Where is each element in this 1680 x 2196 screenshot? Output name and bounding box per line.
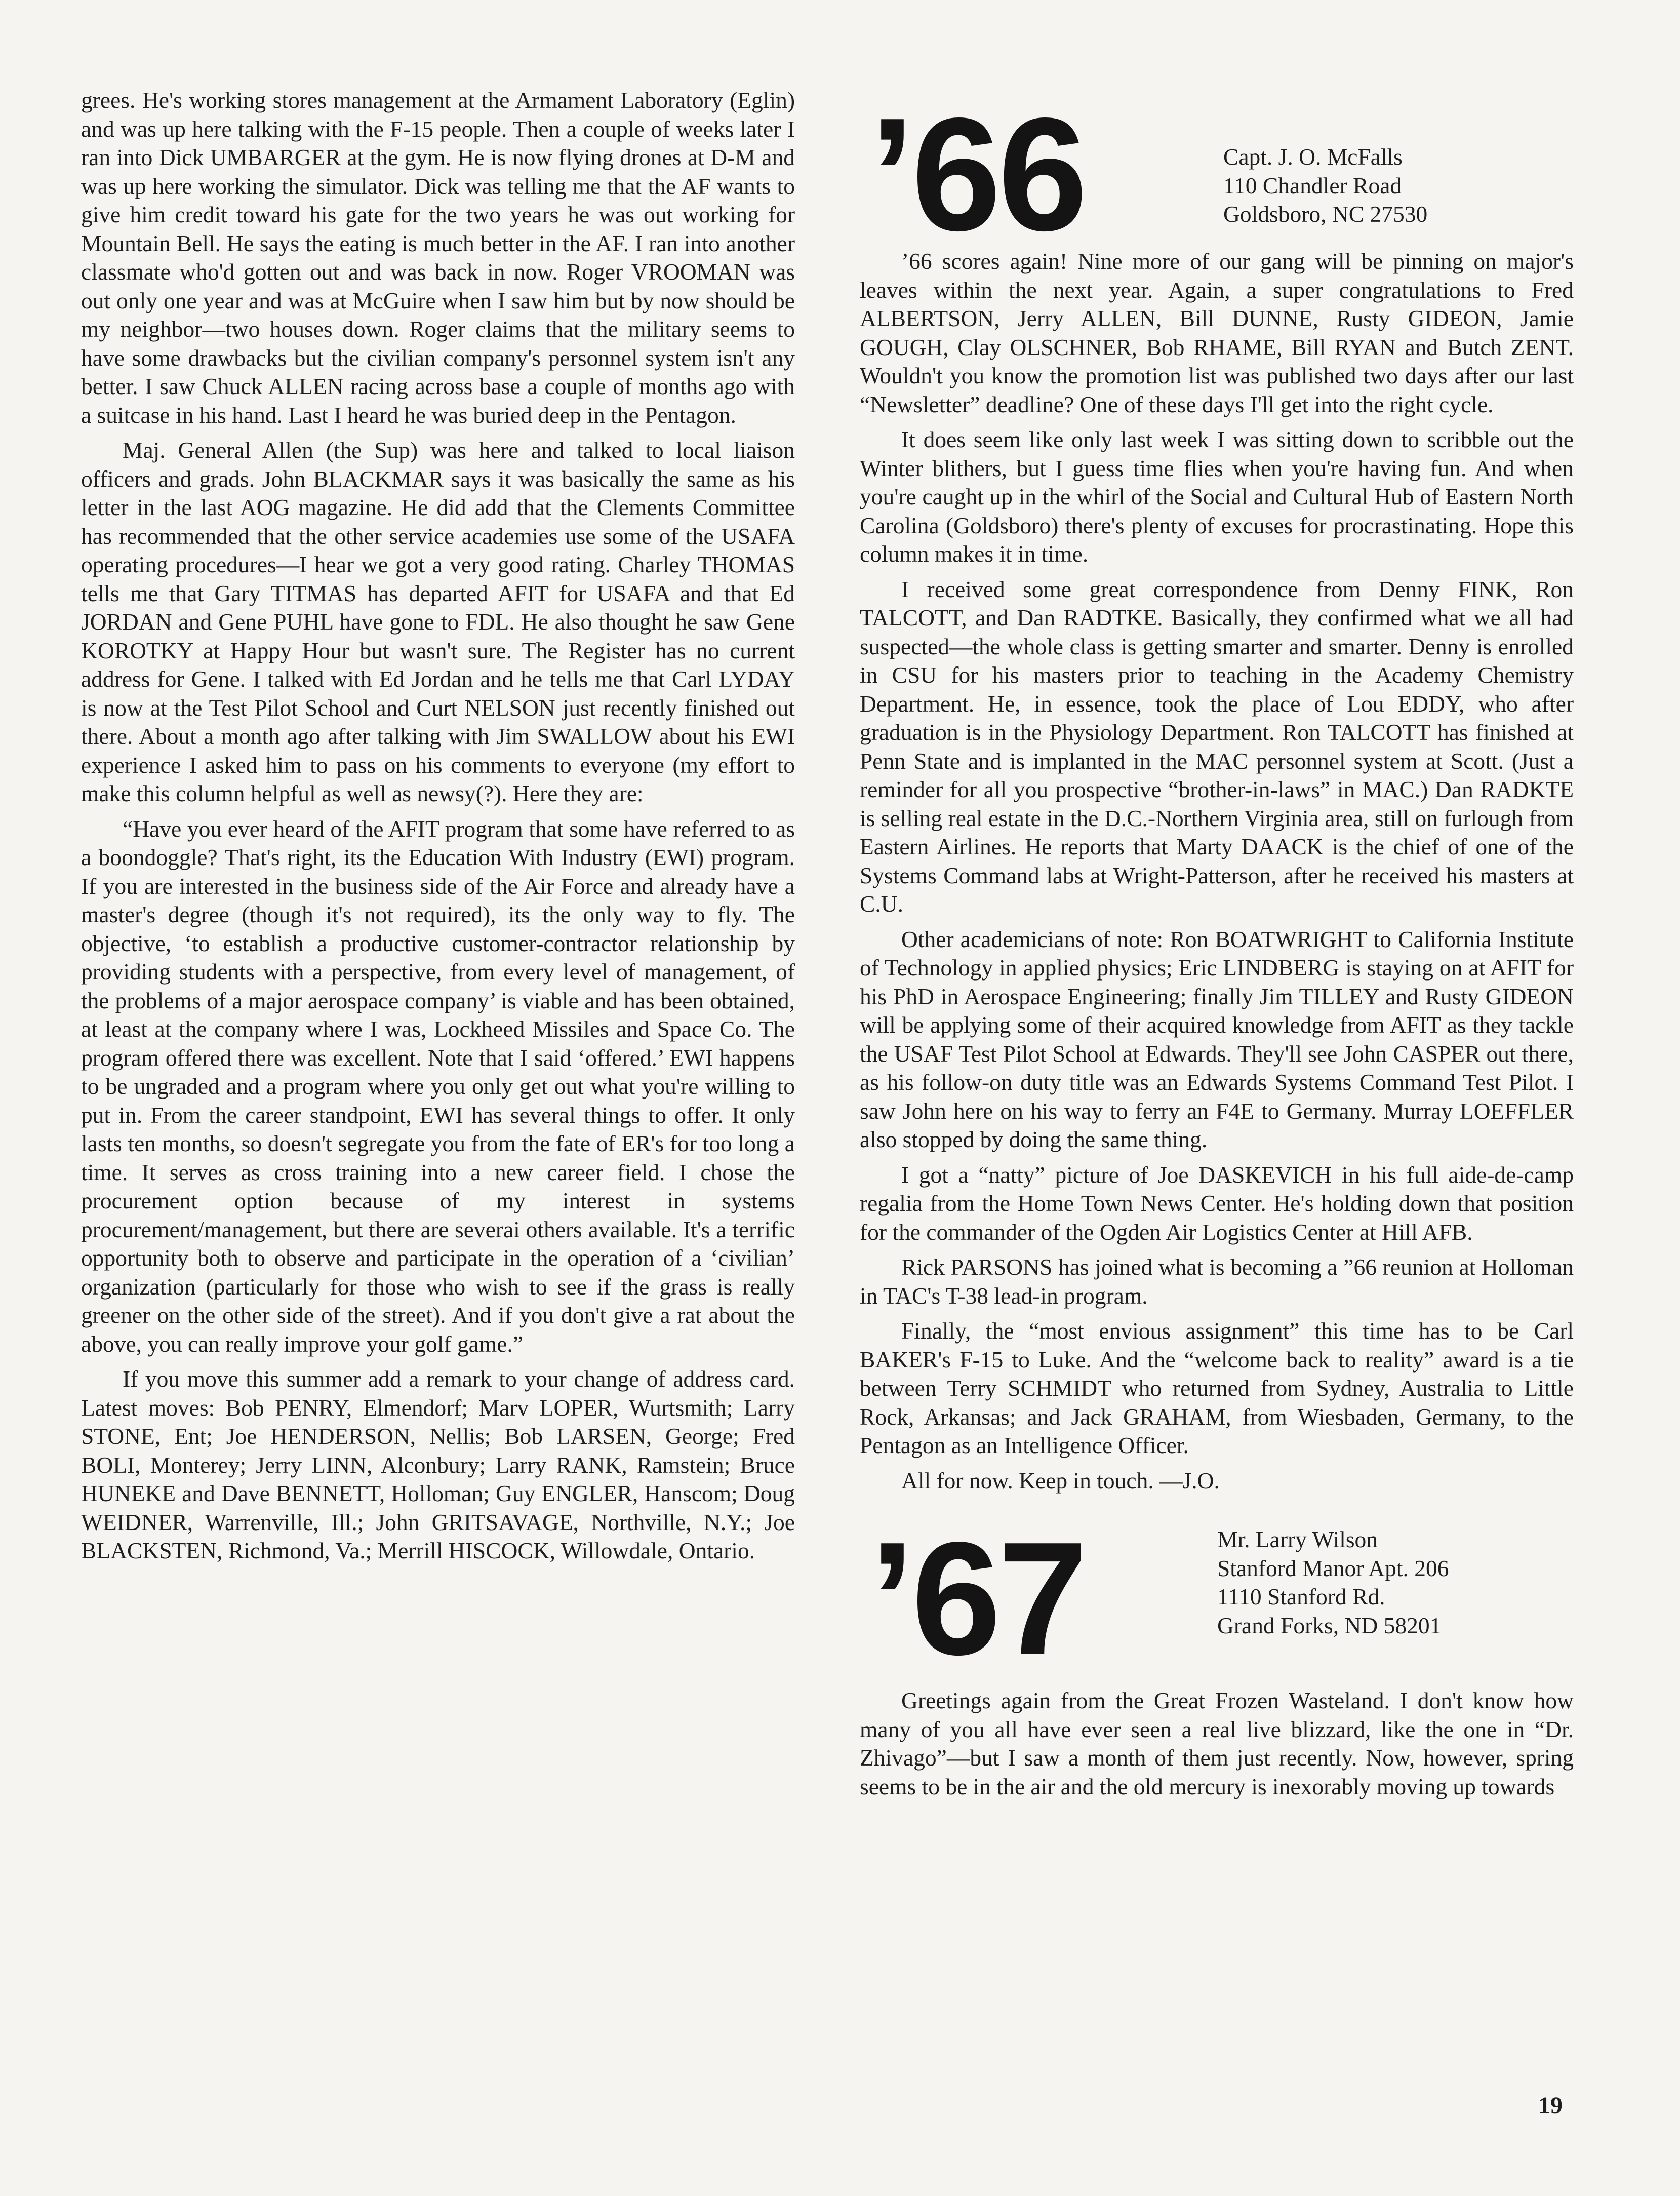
class-66-paragraph-3: I received some great correspondence from Denny FINK, Ron TALCOTT, and Dan RADTKE. Basically, they confirmed what we all had suspected—the whole class is getting smarter and smarter. Denny is enrolled in CSU for his masters prior to teaching in the Academy Chemistry Department. He, in essence, took the place of Lou EDDY, who after graduation is in the Physiology Department. Ron TALCOTT has finished at Penn State and is implanted in the MAC personnel system at Scott. (Just a reminder for all you prospective “brother-in-laws” in MAC.) Dan RADKTE is selling real estate in the D.C.-Northern Virginia area, still on furlough from Eastern Airlines. He reports that Marty DAACK is the chief of one of the Systems Command labs at Wright-Patterson, after he received his masters at C.U. — [860, 576, 1574, 917]
class-67-paragraph-1: Greetings again from the Great Frozen Wasteland. I don't know how many of you all have ever seen a real live blizzard, like the one in “Dr. Zhivago”—but I saw a month of them just recently. Now, however, spring seems to be in the air and the old mercury is inexorably moving up towards — [860, 1688, 1574, 1799]
left-paragraph-2: Maj. General Allen (the Sup) was here and talked to local liaison officers and grads. John BLACKMAR says it was basically the same as his letter in the last AOG magazine. He did add that the Clements Committee has recommended that the other service academies use some of the USAFA operating procedures—I hear we got a very good rating. Charley THOMAS tells me that Gary TITMAS has departed AFIT for USAFA and that Ed JORDAN and Gene PUHL have gone to FDL. He also thought he saw Gene KOROTKY at Happy Hour but wasn't sure. The Register has no current address for Gene. I talked with Ed Jordan and he tells me that Carl LYDAY is now at the Test Pilot School and Curt NELSON just recently finished out there. About a month ago after talking with Jim SWALLOW about his EWI experience I asked him to pass on his comments to everyone (my effort to make this column helpful as well as newsy(?). Here they are: — [81, 437, 795, 806]
class-67-year: ’67 — [870, 1509, 1085, 1689]
class-66-paragraph-6: Rick PARSONS has joined what is becoming a ”66 reunion at Holloman in TAC's T-38 lead-in program. — [860, 1254, 1574, 1309]
page-number: 19 — [1538, 2092, 1563, 2119]
class-67-address-line-3: 1110 Stanford Rd. — [1217, 1584, 1385, 1610]
class-66-paragraph-4: Other academicians of note: Ron BOATWRIGHT to California Institute of Technology in applied physics; Eric LINDBERG is staying on at AFIT for his PhD in Aerospace Engineering; finally Jim TILLEY and Rusty GIDEON will be applying some of their acquired knowledge from AFIT as they tackle the USAF Test Pilot School at Edwards. They'll see John CASPER out there, as his follow-on duty title was an Edwards Systems Command Test Pilot. I saw John here on his way to ferry an F4E to Germany. Murray LOEFFLER also stopped by doing the same thing. — [860, 926, 1574, 1152]
class-67-address-line-1: Mr. Larry Wilson — [1217, 1526, 1378, 1552]
right-column — [860, 86, 1574, 1808]
left-paragraph-4: If you move this summer add a remark to your change of address card. Latest moves: Bob PENRY, Elmendorf; Marv LOPER, Wurtsmith; Larry STONE, Ent; Joe HENDERSON, Nellis; Bob LARSEN, George; Fred BOLI, Monterey; Jerry LINN, Alconbury; Larry RANK, Ramstein; Bruce HUNEKE and Dave BENNETT, Holloman; Guy ENGLER, Hanscom; Doug WEIDNER, Warrenville, Ill.; John GRITSAVAGE, Northville, N.Y.; Joe BLACKSTEN, Richmond, Va.; Merrill HISCOCK, Willowdale, Ontario. — [81, 1366, 795, 1563]
class-67-address-line-4: Grand Forks, ND 58201 — [1217, 1612, 1442, 1638]
class-66-paragraph-2: It does seem like only last week I was sitting down to scribble out the Winter blithers, but I guess time flies when you're having fun. And when you're caught up in the whirl of the Social and Cultural Hub of Eastern North Carolina (Goldsboro) there's plenty of excuses for procrastinating. Hope this column makes it in time. — [860, 426, 1574, 567]
class-67-address — [1217, 1525, 1449, 1640]
left-paragraph-1: grees. He's working stores management at the Armament Laboratory (Eglin) and was up here talking with the F-15 people. Then a couple of weeks later I ran into Dick UMBARGER at the gym. He is now flying drones at D-M and was up here working the simulator. Dick was telling me that the AF wants to give him credit toward his gate for the two years he was out working for Mountain Bell. He says the eating is much better in the AF. I ran into another classmate who'd gotten out and was back in now. Roger VROOMAN was out only one year and was at McGuire when I saw him but by now should be my neighbor—two houses down. Roger claims that the military seems to have some drawbacks but the civilian company's personnel system isn't any better. I saw Chuck ALLEN racing across base a couple of months ago with a suitcase in his hand. Last I heard he was buried deep in the Pentagon. — [81, 87, 795, 428]
class-67-header — [860, 1509, 1574, 1689]
class-67-address-line-2: Stanford Manor Apt. 206 — [1217, 1555, 1449, 1581]
class-66-address — [1223, 143, 1427, 229]
class-66-paragraph-1: ’66 scores again! Nine more of our gang will be pinning on major's leaves within the next year. Again, a super congratulations to Fred ALBERTSON, Jerry ALLEN, Bill DUNNE, Rusty GIDEON, Jamie GOUGH, Clay OLSCHNER, Bob RHAME, Bill RYAN and Butch ZENT. Wouldn't you know the promotion list was published two days after our last “Newsletter” deadline? One of these days I'll get into the right cycle. — [860, 248, 1574, 417]
class-66-signoff: All for now. Keep in touch. —J.O. — [901, 1467, 1220, 1494]
left-paragraph-3: “Have you ever heard of the AFIT program that some have referred to as a boondoggle? That's right, its the Education With Industry (EWI) program. If you are interested in the business side of the Air Force and already have a master's degree (though it's not required), its the only way to fly. The objective, ‘to establish a productive customer-contractor relationship by providing students with a perspective, from every level of management, of the problems of a major aerospace company’ is viable and has been obtained, at least at the company where I was, Lockheed Missiles and Space Co. The program offered there was excellent. Note that I said ‘offered.’ EWI happens to be ungraded and a program where you only get out what you're willing to put in. From the career standpoint, EWI has several things to offer. It only lasts ten months, so doesn't segregate you from the fate of ER's for too long a time. It serves as cross training into a new career field. I chose the procurement option because of my interest in systems procurement/management, but there are severai others available. It's a terrific opportunity both to observe and participate in the operation of a ‘civilian’ organization (particularly for those who wish to see if the grass is really greener on the other side of the street). And if you don't give a rat about the above, you can really improve your golf game.” — [81, 815, 795, 1357]
class-66-paragraph-7: Finally, the “most envious assignment” this time has to be Carl BAKER's F-15 to Luke. And the “welcome back to reality” award is a tie between Terry SCHMIDT who returned from Sydney, Australia to Little Rock, Arkansas; and Jack GRAHAM, from Wiesbaden, Germany, to the Pentagon as an Intelligence Officer. — [860, 1318, 1574, 1458]
left-column — [81, 86, 795, 1572]
class-66-address-line-1: Capt. J. O. McFalls — [1223, 144, 1403, 170]
class-66-address-line-2: 110 Chandler Road — [1223, 172, 1402, 199]
class-66-year: ’66 — [870, 85, 1085, 264]
class-66-address-line-3: Goldsboro, NC 27530 — [1223, 201, 1428, 227]
class-66-header — [860, 85, 1574, 264]
class-66-paragraph-5: I got a “natty” picture of Joe DASKEVICH in his full aide-de-camp regalia from the Home Town News Center. He's holding down that position for the commander of the Ogden Air Logistics Center at Hill AFB. — [860, 1161, 1574, 1245]
